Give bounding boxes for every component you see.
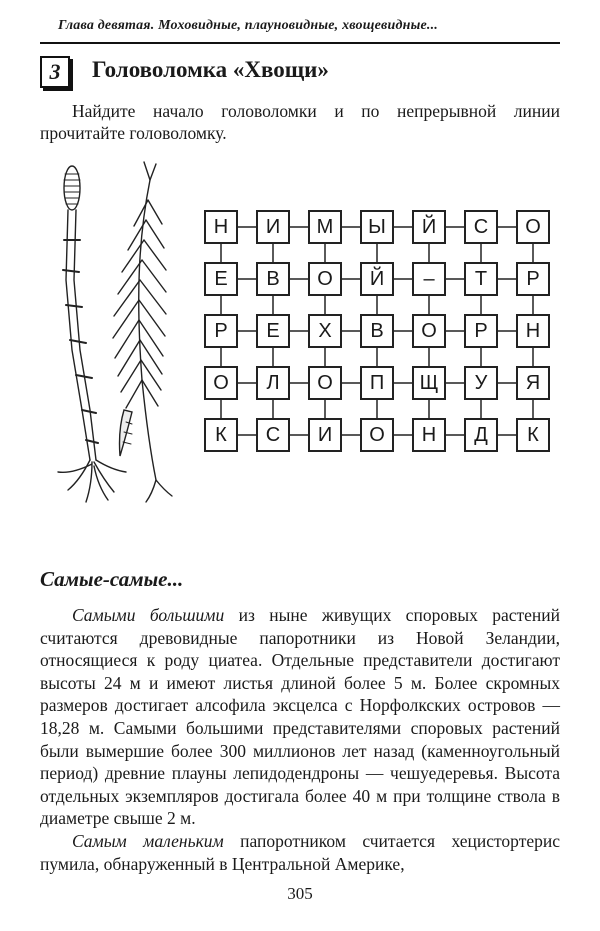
puzzle-letter-cell: У [464, 366, 498, 400]
puzzle-letter-cell: В [360, 314, 394, 348]
puzzle-letter-cell: – [412, 262, 446, 296]
puzzle-letter-cell: К [516, 418, 550, 452]
puzzle-letter-cell: Й [360, 262, 394, 296]
puzzle-letter-cell: О [308, 262, 342, 296]
puzzle-letter-cell: Е [256, 314, 290, 348]
puzzle-letter-cell: Е [204, 262, 238, 296]
task-instruction: Найдите начало головоломки и по непрерывной линии прочитайте головоломку. [40, 101, 560, 143]
puzzle-letter-cell: Ы [360, 210, 394, 244]
puzzle-letter-cell: Н [412, 418, 446, 452]
header-rule [40, 42, 560, 44]
puzzle-letter-cell: И [308, 418, 342, 452]
puzzle-letter-cell: В [256, 262, 290, 296]
section-title: Самые-самые... [40, 567, 184, 591]
puzzle-letter-cell: Р [516, 262, 550, 296]
emphasis-smallest: Самым маленьким [72, 830, 224, 851]
puzzle-letter-cell: К [204, 418, 238, 452]
puzzle-letter-cell: О [360, 418, 394, 452]
word-puzzle-grid [202, 208, 552, 456]
puzzle-letter-cell: Р [204, 314, 238, 348]
puzzle-letter-cell: Щ [412, 366, 446, 400]
puzzle-letter-cell: О [412, 314, 446, 348]
puzzle-letter-cell: С [256, 418, 290, 452]
puzzle-letter-cell: С [464, 210, 498, 244]
horsetail-illustration [38, 160, 198, 530]
task-title: Головоломка «Хвощи» [92, 57, 329, 82]
paragraph-largest [40, 604, 560, 830]
puzzle-letter-cell: Х [308, 314, 342, 348]
puzzle-letter-cell: Я [516, 366, 550, 400]
puzzle-letter-cell: Д [464, 418, 498, 452]
puzzle-letter-cell: Н [516, 314, 550, 348]
puzzle-letter-cell: О [516, 210, 550, 244]
puzzle-letter-cell: Н [204, 210, 238, 244]
puzzle-letter-cell: И [256, 210, 290, 244]
paragraph-largest-text: из ныне живущих споровых растений считаются древовидные папоротники из Новой Зеландии, относящиеся к роду циатеа. Отдельные представители достигают высоты 24 м и имеют листья длиной более 5 м. Более скромных размеров достигает алсофила эксцелса с Норфолкских островов — 18,28 м. Самыми большими представителями споровых растений были вымершие более 300 миллионов лет назад (каменноугольный период) древние плауны лепидодендроны — чешуедеревья. Высота отдельных экземпляров достигала более 40 м при толщине ствола в диаметре свыше 2 м. [40, 605, 560, 829]
puzzle-letter-cell: Т [464, 262, 498, 296]
puzzle-letter-cell: М [308, 210, 342, 244]
puzzle-letter-cell: Л [256, 366, 290, 400]
paragraph-smallest-text: папоротником считается хецистортерис пумила, обнаруженный в Центральной Америке, [40, 830, 561, 874]
running-head: Глава девятая. Моховидные, плауновидные, хвощевидные... [58, 18, 438, 33]
puzzle-letter-cell: Й [412, 210, 446, 244]
task-number-box: 3 [40, 56, 70, 88]
puzzle-letter-cell: О [308, 366, 342, 400]
puzzle-letter-cell: О [204, 366, 238, 400]
page-number: 305 [287, 884, 313, 903]
body-text [40, 604, 560, 875]
puzzle-letter-cell: П [360, 366, 394, 400]
paragraph-smallest [40, 830, 560, 875]
emphasis-largest: Самыми большими [72, 605, 225, 625]
puzzle-letter-cell: Р [464, 314, 498, 348]
